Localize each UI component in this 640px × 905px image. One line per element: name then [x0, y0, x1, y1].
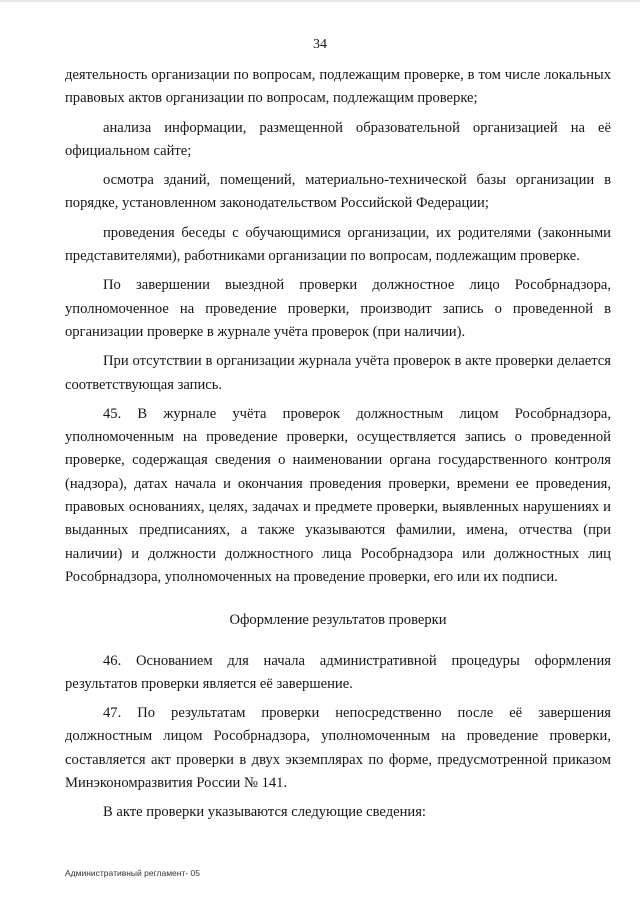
document-body: [65, 64, 611, 831]
section-heading: Оформление результатов проверки: [229, 612, 447, 629]
paragraph-act-details: В акте проверки указываются следующие сведения:: [103, 804, 426, 821]
paragraph-building-inspection: осмотра зданий, помещений, материально-технической базы организации в порядке, установленном законодательством Российской Федерации;: [65, 172, 611, 212]
paragraph-activity: деятельность организации по вопросам, подлежащим проверке, в том числе локальных правовых актов организации по вопросам, подлежащим проверке;: [65, 67, 611, 107]
paragraph-item-45: 45. В журнале учёта проверок должностным лицом Рособрнадзора, уполномоченным на проведение проверки, осуществляется запись о проведенной проверке, содержащая сведения о наименовании органа государственного контроля (надзора), датах начала и окончания проведения проверки, времени ее проведения, правовых основаниях, целях, задачах и предмете проверки, выявленных нарушениях и выданных предписаниях, а также указываются фамилии, имена, отчества (при наличии) и должности должностного лица Рособрнадзора или должностных лиц Рособрнадзора, уполномоченных на проведение проверки, его или их подписи.: [65, 405, 611, 585]
paragraph-item-47: 47. По результатам проверки непосредственно после её завершения должностным лицом Рособрнадзора, уполномоченным на проведение проверки, составляется акт проверки в двух экземплярах по форме, предусмотренной приказом Минэкономразвития России № 141.: [65, 705, 611, 792]
page-number: 34: [313, 37, 327, 52]
paragraph-item-46: 46. Основанием для начала административной процедуры оформления результатов проверки является её завершение.: [65, 652, 611, 692]
paragraph-journal-entry: По завершении выездной проверки должностное лицо Рособрнадзора, уполномоченное на проведение проверки, производит запись о проведенной в организации проверке в журнале учёта проверок (при наличии).: [65, 277, 611, 340]
paragraph-conversation: проведения беседы с обучающимися организации, их родителями (законными представителями), работниками организации по вопросам, подлежащим проверке.: [65, 224, 611, 265]
paragraph-website-analysis: анализа информации, размещенной образовательной организацией на её официальном сайте;: [65, 119, 611, 159]
footer-label: Административный регламент- 05: [65, 868, 201, 878]
paragraph-no-journal: При отсутствии в организации журнала учёта проверок в акте проверки делается соответствующая запись.: [65, 353, 611, 393]
scan-edge: [0, 0, 640, 2]
